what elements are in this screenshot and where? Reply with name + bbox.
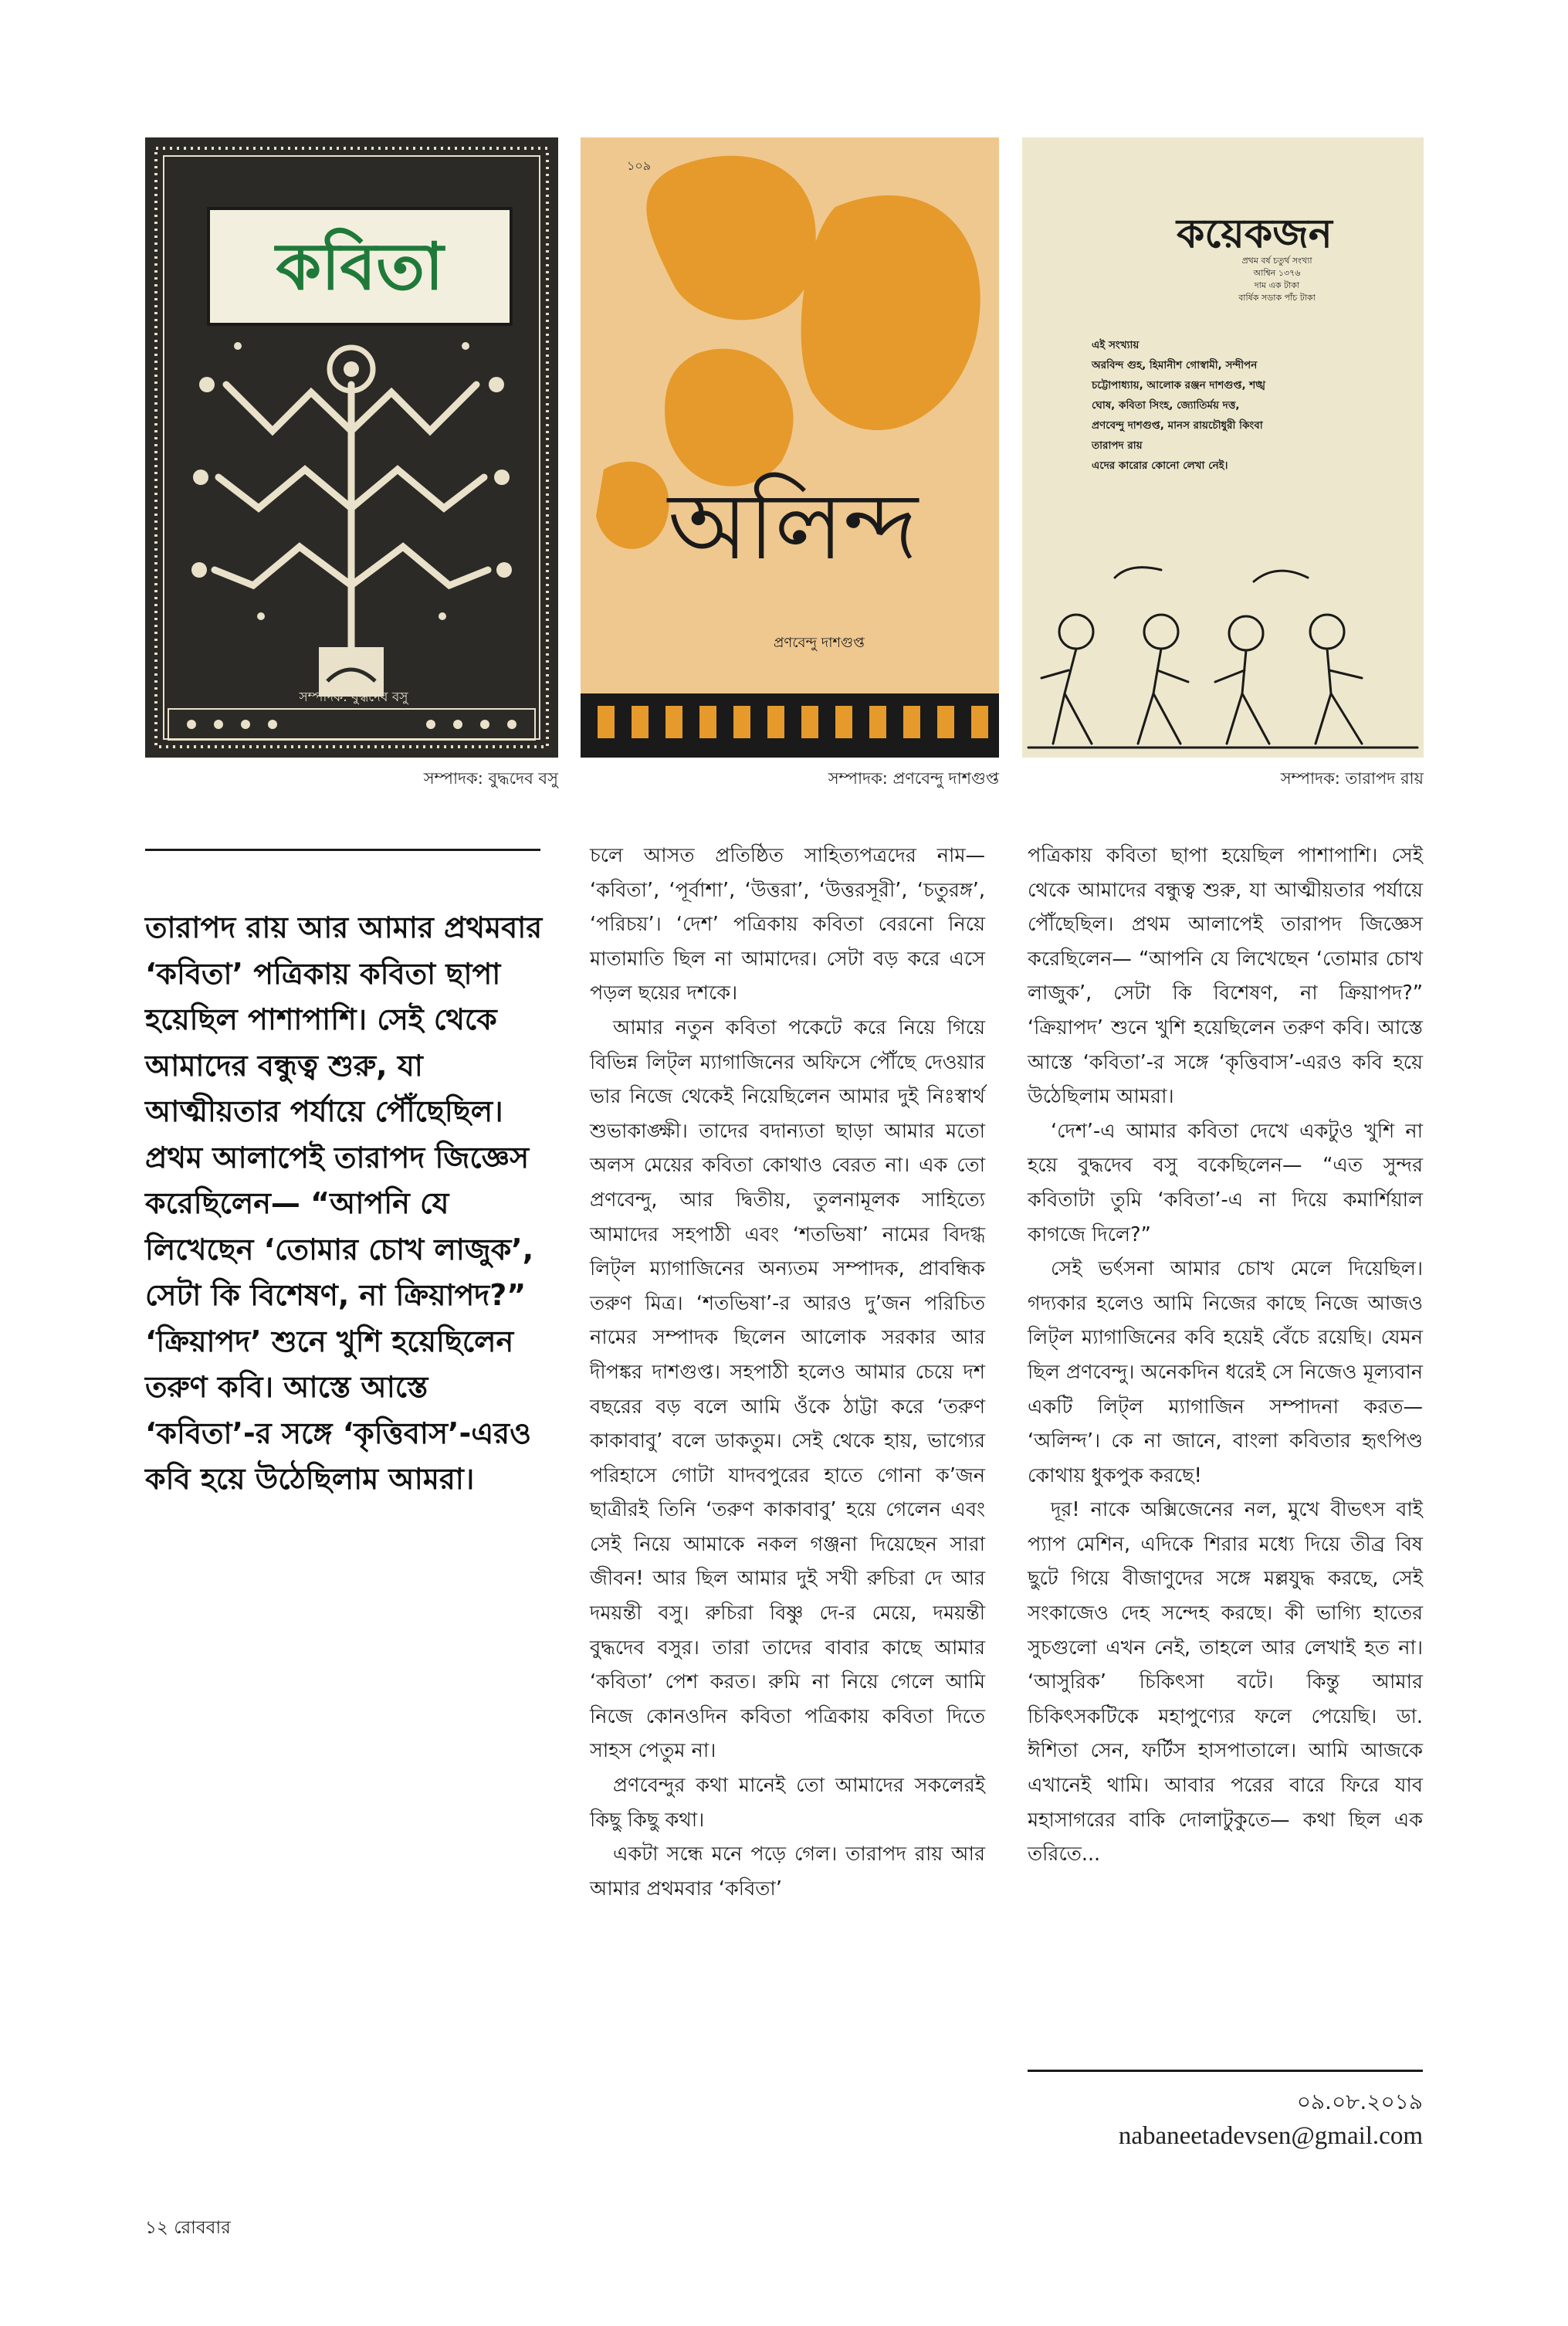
paragraph: চলে আসত প্রতিষ্ঠিত সাহিত্যপত্রদের নাম— ‘কবিতা’, ‘পূর্বাশা’, ‘উত্তরা’, ‘উত্তরসূরী’, ‘চতুরঙ্গ’, ‘পরিচয়’। ‘দেশ’ পত্রিকায় কবিতা বেরনো নিয়ে মাতামাতি ছিল না আমাদের। সেটা বড় করে এসে পড়ল ছয়ের দশকে।	[590, 844, 985, 1005]
paragraph: আমার নতুন কবিতা পকেটে করে নিয়ে গিয়ে বিভিন্ন লিট্‌ল ম্যাগাজিনের অফিসে পৌঁছে দেওয়ার ভার নিজে থেকেই নিয়েছিলেন আমার দুই নিঃস্বার্থ শুভাকাঙ্ক্ষী। তাদের বদান্যতা ছাড়া আমার মতো অলস মেয়ের কবিতা কোথাও বেরত না। এক তো প্রণবেন্দু, আর দ্বিতীয়, তুলনামূলক সাহিত্যে আমাদের সহপাঠী এবং ‘শতভিষা’ নামের বিদগ্ধ লিট্‌ল ম্যাগাজিনের অন্যতম সম্পাদক, প্রাবন্ধিক তরুণ মিত্র। ‘শতভিষা’-র আরও দু’জন পরিচিত নামের সম্পাদক ছিলেন আলোক সরকার আর দীপঙ্কর দাশগুপ্ত। সহপাঠী হলেও আমার চেয়ে দশ বছরের বড় বলে আমি ওঁকে ঠাট্টা করে ‘তরুণ কাকাবাবু’ বলে ডাকতুম। সেই থেকে হায়, ভাগ্যের পরিহাসে গোটা যাদবপুরের হাতে গোনা ক’জন ছাত্রীরই তিনি ‘তরুণ কাকাবাবু’ হয়ে গেলেন এবং সেই নিয়ে আমাকে নকল গঞ্জনা দিয়েছেন সারা জীবন! আর ছিল আমার দুই সখী রুচিরা দে আর দময়ন্তী বসু। রুচিরা বিষ্ণু দে-র মেয়ে, দময়ন্তী বুদ্ধদেব বসুর। তারা তাদের বাবার কাছে আমার ‘কবিতা’ পেশ করত। রুমি না নিয়ে গেলে আমি নিজে কোনওদিন কবিতা পত্রিকায় কবিতা দিতে সাহস পেতুম না।	[590, 1016, 985, 1763]
cover-kabita-title: কবিতা	[276, 229, 444, 304]
paragraph: পত্রিকায় কবিতা ছাপা হয়েছিল পাশাপাশি। সেই থেকে আমাদের বন্ধুত্ব শুরু, যা আত্মীয়তার পর্যায়ে পৌঁছেছিল। প্রথম আলাপেই তারাপদ জিজ্ঞেস করেছিলেন— “আপনি যে লিখেছেন ‘তোমার চোখ লাজুক’, সেটা কি বিশেষণ, না ক্রিয়াপদ?” ‘ক্রিয়াপদ’ শুনে খুশি হয়েছিলেন তরুণ কবি। আস্তে আস্তে ‘কবিতা’-র সঙ্গে ‘কৃত্তিবাস’-এরও কবি হয়ে উঠেছিলাম আমরা।	[1028, 844, 1423, 1109]
article-column-2	[1028, 839, 1423, 1872]
cover-koyekjon-contents	[1092, 335, 1400, 476]
paragraph: সেই ভর্ৎসনা আমার চোখ মেলে দিয়েছিল। গদ্যকার হলেও আমি নিজের কাছে নিজে আজও লিট্‌ল ম্যাগাজিনের কবি হয়েই বেঁচে রয়েছি। যেমন ছিল প্রণবেন্দু। অনেকদিন ধরেই সে নিজেও মূল্যবান একটি লিট্‌ল ম্যাগাজিন সম্পাদনা করত— ‘অলিন্দ’। কে না জানে, বাংলা কবিতার হৃৎপিণ্ড কোথায় ধুকপুক করছে!	[1028, 1257, 1423, 1487]
caption-alinda: সম্পাদক: প্রণবেন্দু দাশগুপ্ত	[828, 769, 999, 788]
caption-koyekjon: সম্পাদক: তারাপদ রায়	[1280, 769, 1424, 788]
pull-quote-rule	[145, 849, 540, 851]
cover-kabita	[145, 137, 558, 758]
cover-koyekjon-contents-line: অরবিন্দ গুহ, হিমানীশ গোস্বামী, সন্দীপন	[1092, 359, 1258, 371]
paragraph: প্রণবেন্দুর কথা মানেই তো আমাদের সকলেরই কিছু কিছু কথা।	[590, 1774, 985, 1832]
cover-koyekjon-subtitle-line: প্রথম বর্ষ চতুর্থ সংখ্যা	[1241, 256, 1312, 266]
pull-quote: তারাপদ রায় আর আমার প্রথমবার ‘কবিতা’ পত্রিকায় কবিতা ছাপা হয়েছিল পাশাপাশি। সেই থেকে আমাদের বন্ধুত্ব শুরু, যা আত্মীয়তার পর্যায়ে পৌঁছেছিল। প্রথম আলাপেই তারাপদ জিজ্ঞেস করেছিলেন— “আপনি যে লিখেছেন ‘তোমার চোখ লাজুক’, সেটা কি বিশেষণ, না ক্রিয়াপদ?” ‘ক্রিয়াপদ’ শুনে খুশি হয়েছিলেন তরুণ কবি। আস্তে আস্তে ‘কবিতা’-র সঙ্গে ‘কৃত্তিবাস’-এরও কবি হয়ে উঠেছিলাম আমরা।	[145, 910, 543, 1496]
cover-koyekjon-contents-line: চট্টোপাধ্যায়, আলোক রঞ্জন দাশগুপ্ত, শঙ্খ	[1092, 379, 1265, 392]
cover-koyekjon-subtitle-line: বার্ষিক সডাক পাঁচ টাকা	[1238, 293, 1316, 303]
cover-alinda-page-number: ১০৯	[627, 158, 652, 173]
cover-koyekjon-contents-line: এই সংখ্যায়	[1092, 339, 1140, 351]
cover-koyekjon-subtitle-line: দাম এক টাকা	[1254, 280, 1300, 290]
cover-koyekjon-contents-line: প্রণবেন্দু দাশগুপ্ত, মানস রায়চৌধুরী কিংবা	[1092, 419, 1263, 432]
cover-koyekjon-subtitle	[1215, 255, 1339, 304]
cover-kabita-editor: সম্পাদক: বুদ্ধদেব বসু	[299, 690, 408, 705]
cover-koyekjon-contents-line: তারাপদ রায়	[1092, 439, 1143, 452]
caption-kabita: সম্পাদক: বুদ্ধদেব বসু	[423, 769, 558, 788]
cover-koyekjon-title: কয়েকজন	[1177, 211, 1333, 257]
paragraph: একটা সন্ধে মনে পড়ে গেল। তারাপদ রায় আর আমার প্রথমবার ‘কবিতা’	[590, 1843, 985, 1900]
cover-koyekjon-contents-line: ঘোষ, কবিতা সিংহ, জ্যোতির্ময় দত্ত,	[1092, 399, 1240, 412]
cover-alinda-editor: প্রণবেন্দু দাশগুপ্ত	[774, 635, 865, 651]
signoff-rule	[1028, 2070, 1423, 2072]
cover-koyekjon-contents-line: এদের কারোর কোনো লেখা নেই।	[1092, 459, 1228, 472]
cover-koyekjon-subtitle-line: আশ্বিন ১৩৭৬	[1253, 268, 1301, 278]
cover-alinda-title: অলিন্দ	[668, 473, 918, 581]
cover-koyekjon	[1022, 137, 1424, 758]
cover-alinda	[581, 137, 999, 758]
article-date: ০৯.০৮.২০১৯	[1296, 2089, 1423, 2114]
paragraph: দূর! নাকে অক্সিজেনের নল, মুখে বীভৎস বাই প্যাপ মেশিন, এদিকে শিরার মধ্যে দিয়ে তীব্র বিষ ছুটে গিয়ে বীজাণুদের সঙ্গে মল্লযুদ্ধ করছে, সেই সংকাজেও দেহ সন্দেহ করছে। কী ভাগ্যি হাতের সুচগুলো এখন নেই, তাহলে আর লেখাই হত না। ‘আসুরিক’ চিকিৎসা বটে। কিন্তু আমার চিকিৎসকটিকে মহাপুণ্যের ফলে পেয়েছি। ডা. ঈশিতা সেন, ফর্টিস হাসপাতালে। আমি আজকে এখানেই থামি। আবার পরের বারে ফিরে যাব মহাসাগরের বাকি দোলাটুকুতে— কথা ছিল এক তরিতে...	[1028, 1498, 1423, 1867]
page-folio: ১২ রোববার	[145, 2218, 231, 2238]
author-email: nabaneetadevsen@gmail.com	[1118, 2122, 1423, 2150]
article-column-1	[590, 839, 985, 1906]
paragraph: ‘দেশ’-এ আমার কবিতা দেখে একটুও খুশি না হয়ে বুদ্ধদেব বসু বকেছিলেন— “এত সুন্দর কবিতাটা তুমি ‘কবিতা’-এ না দিয়ে কমার্শিয়াল কাগজে দিলে?”	[1028, 1119, 1423, 1246]
